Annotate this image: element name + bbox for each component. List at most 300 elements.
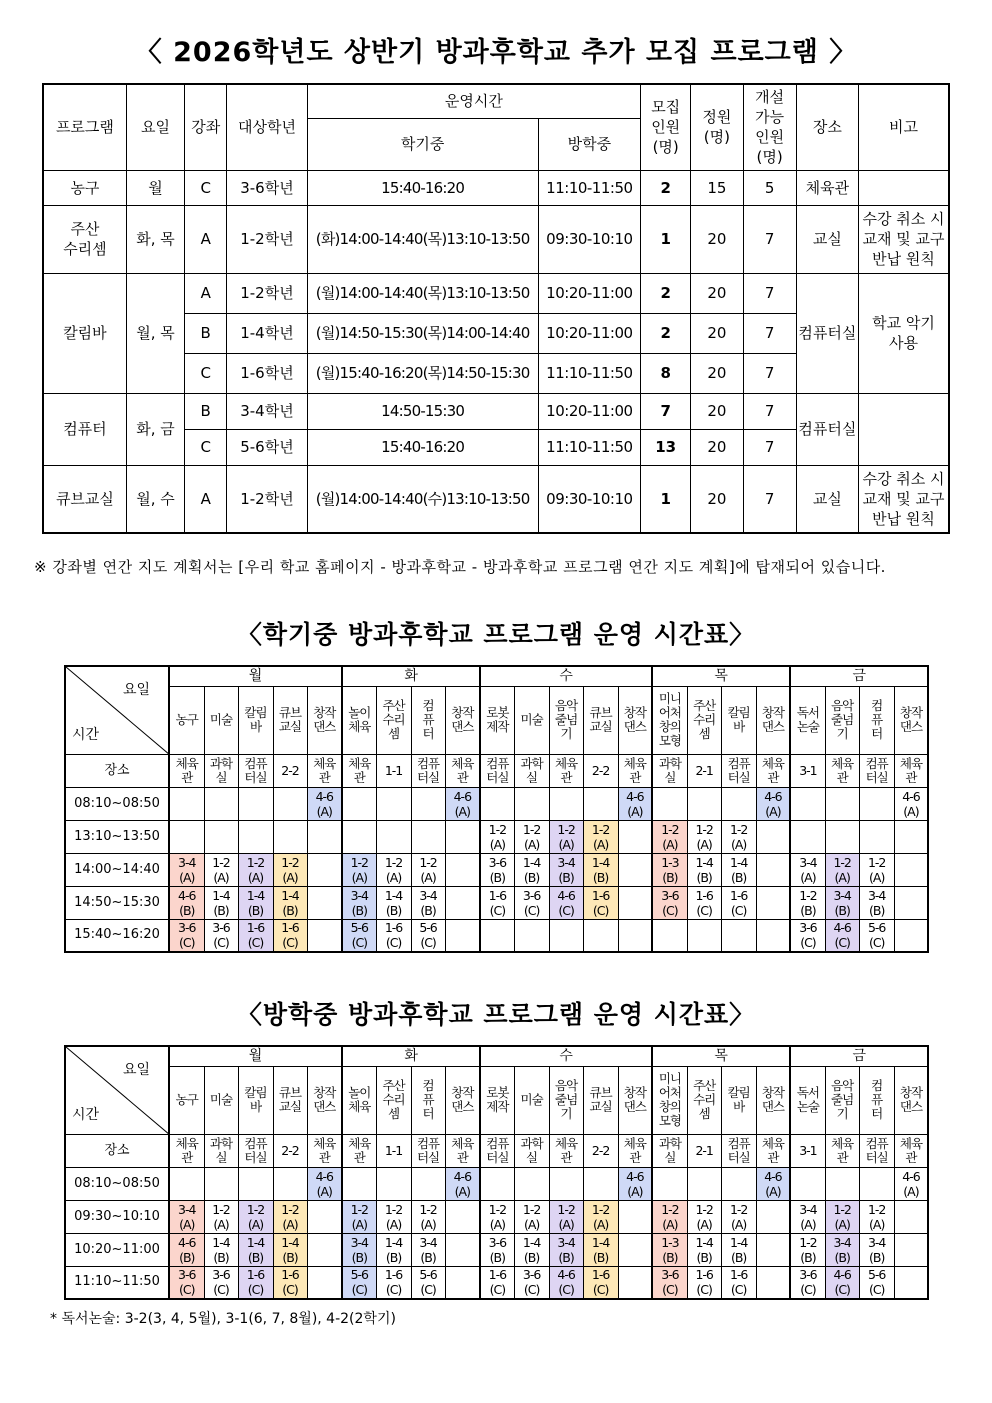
schedule-cell: 3-4 (B) bbox=[859, 886, 894, 919]
schedule-cell bbox=[825, 820, 859, 853]
place-cell: 체육 관 bbox=[825, 754, 859, 787]
schedule-cell: 1-4 (B) bbox=[514, 853, 549, 886]
schedule-cell bbox=[514, 787, 549, 820]
schedule-cell: 4-6 (C) bbox=[549, 886, 583, 919]
program-header: 로봇 제작 bbox=[480, 1066, 514, 1134]
schedule-cell: 3-4 (B) bbox=[411, 1233, 445, 1266]
place-cell: 체육 관 bbox=[169, 754, 204, 787]
target-grade: 1-4학년 bbox=[227, 313, 307, 353]
program-header: 창작 댄스 bbox=[445, 1066, 480, 1134]
program-header: 창작 댄스 bbox=[307, 1066, 342, 1134]
schedule-cell bbox=[376, 787, 411, 820]
place-row bbox=[65, 1134, 928, 1167]
program-day: 월 bbox=[126, 170, 184, 205]
vacation-timetable bbox=[64, 1045, 929, 1300]
place-cell: 컴퓨 터실 bbox=[859, 1134, 894, 1167]
target-grade: 1-2학년 bbox=[227, 273, 307, 313]
program-header: 음악 줄넘 기 bbox=[825, 686, 859, 754]
schedule-cell bbox=[307, 919, 342, 952]
min-count: 7 bbox=[743, 313, 796, 353]
schedule-cell: 3-6 (C) bbox=[514, 886, 549, 919]
schedule-cell: 4-6 (A) bbox=[307, 1167, 342, 1200]
schedule-cell: 1-2 (B) bbox=[790, 886, 825, 919]
schedule-cell bbox=[894, 886, 928, 919]
schedule-cell: 3-4 (B) bbox=[825, 886, 859, 919]
schedule-cell: 3-4 (A) bbox=[169, 1200, 204, 1233]
program-header: 로봇 제작 bbox=[480, 686, 514, 754]
schedule-cell: 3-6 (B) bbox=[480, 1233, 514, 1266]
program-place: 체육관 bbox=[796, 170, 858, 205]
program-header: 큐브 교실 bbox=[273, 1066, 307, 1134]
target-grade: 1-2학년 bbox=[227, 465, 307, 533]
program-note bbox=[859, 393, 949, 465]
place-cell: 1-1 bbox=[376, 1134, 411, 1167]
schedule-cell: 1-2 (A) bbox=[721, 1200, 756, 1233]
schedule-cell: 3-6 (C) bbox=[204, 1266, 238, 1299]
schedule-cell: 5-6 (C) bbox=[342, 1266, 376, 1299]
schedule-cell bbox=[894, 853, 928, 886]
schedule-cell: 1-6 (C) bbox=[583, 886, 618, 919]
schedule-cell: 4-6 (C) bbox=[825, 919, 859, 952]
semester-time: 14:50-15:30 bbox=[307, 393, 538, 429]
schedule-cell bbox=[652, 787, 687, 820]
schedule-cell: 1-4 (B) bbox=[376, 1233, 411, 1266]
schedule-cell bbox=[204, 787, 238, 820]
place-row bbox=[65, 754, 928, 787]
schedule-cell bbox=[169, 820, 204, 853]
schedule-cell: 1-2 (A) bbox=[721, 820, 756, 853]
schedule-cell: 1-2 (A) bbox=[238, 853, 273, 886]
place-cell: 과학 실 bbox=[514, 754, 549, 787]
class-code: C bbox=[185, 429, 227, 465]
place-cell: 체육 관 bbox=[549, 1134, 583, 1167]
schedule-cell: 3-4 (B) bbox=[411, 886, 445, 919]
semester-time: (월)14:50-15:30(목)14:00-14:40 bbox=[307, 313, 538, 353]
program-header: 독서 논술 bbox=[790, 1066, 825, 1134]
schedule-cell: 1-2 (A) bbox=[859, 1200, 894, 1233]
min-count: 7 bbox=[743, 429, 796, 465]
vacation-time: 10:20-11:00 bbox=[538, 393, 640, 429]
schedule-cell: 3-4 (A) bbox=[790, 853, 825, 886]
min-count: 7 bbox=[743, 353, 796, 393]
time-row bbox=[65, 886, 928, 919]
time-slot: 15:40~16:20 bbox=[65, 919, 169, 952]
target-grade: 1-2학년 bbox=[227, 205, 307, 273]
corner-day-label: 요일 bbox=[122, 1062, 150, 1078]
min-count: 7 bbox=[743, 393, 796, 429]
schedule-cell bbox=[618, 919, 652, 952]
time-row bbox=[65, 919, 928, 952]
schedule-cell bbox=[480, 1167, 514, 1200]
schedule-cell bbox=[859, 1167, 894, 1200]
class-code: A bbox=[185, 205, 227, 273]
schedule-cell: 1-2 (A) bbox=[238, 1200, 273, 1233]
program-header: 놀이 체육 bbox=[342, 686, 376, 754]
program-header: 창작 댄스 bbox=[894, 1066, 928, 1134]
footnote: * 독서논술: 3-2(3, 4, 5월), 3-1(6, 7, 8월), 4-2(2학기) bbox=[50, 1311, 396, 1327]
time-slot: 14:00~14:40 bbox=[65, 853, 169, 886]
time-slot: 10:20~11:00 bbox=[65, 1233, 169, 1266]
schedule-cell bbox=[342, 787, 376, 820]
header-day: 요일 bbox=[126, 84, 184, 170]
schedule-cell: 1-6 (C) bbox=[376, 919, 411, 952]
target-grade: 1-6학년 bbox=[227, 353, 307, 393]
place-cell: 체육 관 bbox=[756, 754, 790, 787]
schedule-cell: 1-4 (B) bbox=[204, 886, 238, 919]
place-cell: 체육 관 bbox=[825, 1134, 859, 1167]
program-header: 음악 줄넘 기 bbox=[549, 1066, 583, 1134]
program-day: 화, 금 bbox=[126, 393, 184, 465]
schedule-cell: 1-2 (A) bbox=[514, 820, 549, 853]
header-op-time: 운영시간 bbox=[307, 84, 640, 118]
class-code: B bbox=[185, 313, 227, 353]
place-cell: 체육 관 bbox=[445, 754, 480, 787]
place-cell: 컴퓨 터실 bbox=[238, 1134, 273, 1167]
schedule-cell bbox=[687, 787, 721, 820]
place-cell: 체육 관 bbox=[307, 1134, 342, 1167]
place-label: 장소 bbox=[65, 754, 169, 787]
program-header: 음악 줄넘 기 bbox=[549, 686, 583, 754]
day-header: 수 bbox=[480, 1046, 652, 1066]
corner-cell bbox=[65, 1046, 169, 1134]
schedule-cell bbox=[756, 886, 790, 919]
program-header: 미니 어처 창의 모형 bbox=[652, 1066, 687, 1134]
schedule-cell: 1-4 (B) bbox=[583, 1233, 618, 1266]
program-header: 창작 댄스 bbox=[894, 686, 928, 754]
schedule-cell bbox=[307, 1266, 342, 1299]
semester-timetable bbox=[64, 665, 929, 953]
min-count: 7 bbox=[743, 205, 796, 273]
schedule-cell: 1-6 (C) bbox=[687, 886, 721, 919]
time-slot: 14:50~15:30 bbox=[65, 886, 169, 919]
main-title: 〈 2026학년도 상반기 방과후학교 추가 모집 프로그램 〉 bbox=[134, 37, 858, 68]
schedule-cell: 1-2 (A) bbox=[687, 1200, 721, 1233]
schedule-cell bbox=[894, 1266, 928, 1299]
semester-time: (월)14:00-14:40(수)13:10-13:50 bbox=[307, 465, 538, 533]
schedule-cell: 3-6 (C) bbox=[169, 919, 204, 952]
schedule-cell: 4-6 (A) bbox=[445, 1167, 480, 1200]
schedule-cell bbox=[549, 1167, 583, 1200]
schedule-cell bbox=[307, 1233, 342, 1266]
header-recruit: 모집 인원 (명) bbox=[641, 84, 691, 170]
schedule-cell: 5-6 (C) bbox=[411, 919, 445, 952]
schedule-cell bbox=[411, 820, 445, 853]
program-header: 컴 퓨 터 bbox=[411, 686, 445, 754]
schedule-cell: 1-2 (A) bbox=[342, 1200, 376, 1233]
capacity-count: 20 bbox=[691, 393, 743, 429]
target-grade: 5-6학년 bbox=[227, 429, 307, 465]
place-cell: 컴퓨 터실 bbox=[411, 754, 445, 787]
place-cell: 1-1 bbox=[376, 754, 411, 787]
header-grade: 대상학년 bbox=[227, 84, 307, 170]
schedule-cell: 1-6 (C) bbox=[687, 1266, 721, 1299]
schedule-cell: 1-2 (B) bbox=[790, 1233, 825, 1266]
program-header: 미술 bbox=[514, 1066, 549, 1134]
header-note: 비고 bbox=[859, 84, 949, 170]
min-count: 5 bbox=[743, 170, 796, 205]
time-slot: 09:30~10:10 bbox=[65, 1200, 169, 1233]
program-place: 컴퓨터실 bbox=[796, 393, 858, 465]
semester-time: (월)14:00-14:40(목)13:10-13:50 bbox=[307, 273, 538, 313]
min-count: 7 bbox=[743, 273, 796, 313]
schedule-cell: 3-6 (C) bbox=[652, 886, 687, 919]
header-class: 강좌 bbox=[185, 84, 227, 170]
schedule-cell bbox=[273, 787, 307, 820]
program-header: 주산 수리 셈 bbox=[687, 1066, 721, 1134]
schedule-cell bbox=[583, 1167, 618, 1200]
schedule-cell bbox=[894, 919, 928, 952]
header-vacation: 방학중 bbox=[538, 118, 640, 170]
schedule-cell: 1-2 (A) bbox=[480, 820, 514, 853]
semester-time: 15:40-16:20 bbox=[307, 429, 538, 465]
schedule-cell bbox=[411, 1167, 445, 1200]
vacation-time: 11:10-11:50 bbox=[538, 170, 640, 205]
schedule-cell: 1-4 (B) bbox=[204, 1233, 238, 1266]
schedule-cell: 1-2 (A) bbox=[342, 853, 376, 886]
semester-time: (월)15:40-16:20(목)14:50-15:30 bbox=[307, 353, 538, 393]
schedule-cell: 1-6 (C) bbox=[273, 1266, 307, 1299]
schedule-cell bbox=[204, 820, 238, 853]
schedule-cell bbox=[790, 787, 825, 820]
schedule-cell bbox=[376, 1167, 411, 1200]
schedule-cell: 1-2 (A) bbox=[583, 820, 618, 853]
program-note: 수강 취소 시 교재 및 교구 반납 원칙 bbox=[859, 465, 949, 533]
place-cell: 컴퓨 터실 bbox=[721, 1134, 756, 1167]
schedule-cell: 1-2 (A) bbox=[825, 1200, 859, 1233]
time-row bbox=[65, 1233, 928, 1266]
schedule-cell: 1-4 (B) bbox=[687, 853, 721, 886]
program-header: 주산 수리 셈 bbox=[687, 686, 721, 754]
schedule-cell bbox=[756, 1233, 790, 1266]
schedule-cell: 1-2 (A) bbox=[859, 853, 894, 886]
schedule-cell bbox=[238, 787, 273, 820]
place-cell: 체육 관 bbox=[342, 754, 376, 787]
schedule-cell: 1-4 (B) bbox=[721, 1233, 756, 1266]
schedule-cell: 4-6 (A) bbox=[756, 1167, 790, 1200]
schedule-cell: 1-2 (A) bbox=[376, 1200, 411, 1233]
schedule-cell bbox=[514, 919, 549, 952]
place-cell: 과학 실 bbox=[514, 1134, 549, 1167]
schedule-cell bbox=[618, 1200, 652, 1233]
place-cell: 컴퓨 터실 bbox=[411, 1134, 445, 1167]
schedule-cell: 1-2 (A) bbox=[204, 1200, 238, 1233]
day-header: 화 bbox=[342, 1046, 480, 1066]
schedule-cell: 1-2 (A) bbox=[273, 1200, 307, 1233]
program-note: 학교 악기 사용 bbox=[859, 273, 949, 393]
schedule-cell bbox=[859, 820, 894, 853]
schedule-cell: 1-2 (A) bbox=[514, 1200, 549, 1233]
schedule-cell bbox=[307, 853, 342, 886]
class-code: A bbox=[185, 465, 227, 533]
place-cell: 2-2 bbox=[273, 1134, 307, 1167]
schedule-cell: 4-6 (A) bbox=[756, 787, 790, 820]
place-cell: 2-2 bbox=[273, 754, 307, 787]
schedule-cell: 1-4 (B) bbox=[238, 1233, 273, 1266]
schedule-cell: 1-2 (A) bbox=[549, 1200, 583, 1233]
place-cell: 체육 관 bbox=[618, 754, 652, 787]
schedule-cell: 1-4 (B) bbox=[687, 1233, 721, 1266]
day-row bbox=[65, 666, 928, 686]
time-row bbox=[65, 853, 928, 886]
schedule-cell bbox=[445, 820, 480, 853]
place-cell: 체육 관 bbox=[756, 1134, 790, 1167]
program-header: 칼림 바 bbox=[238, 1066, 273, 1134]
schedule-cell: 1-6 (C) bbox=[273, 919, 307, 952]
program-header: 독서 논술 bbox=[790, 686, 825, 754]
schedule-cell: 3-6 (C) bbox=[790, 1266, 825, 1299]
corner-cell bbox=[65, 666, 169, 754]
program-note bbox=[859, 170, 949, 205]
capacity-count: 20 bbox=[691, 273, 743, 313]
schedule-cell: 1-6 (C) bbox=[583, 1266, 618, 1299]
schedule-cell: 4-6 (A) bbox=[618, 1167, 652, 1200]
schedule-cell bbox=[652, 919, 687, 952]
program-day: 월, 목 bbox=[126, 273, 184, 393]
vacation-time: 09:30-10:10 bbox=[538, 205, 640, 273]
program-header: 창작 댄스 bbox=[618, 686, 652, 754]
schedule-cell: 4-6 (A) bbox=[307, 787, 342, 820]
place-cell: 체육 관 bbox=[894, 1134, 928, 1167]
program-day: 화, 목 bbox=[126, 205, 184, 273]
program-note: 수강 취소 시 교재 및 교구 반납 원칙 bbox=[859, 205, 949, 273]
schedule-cell bbox=[204, 1167, 238, 1200]
place-cell: 컴퓨 터실 bbox=[480, 1134, 514, 1167]
schedule-cell bbox=[445, 919, 480, 952]
schedule-cell: 4-6 (A) bbox=[894, 1167, 928, 1200]
schedule-cell: 1-4 (B) bbox=[721, 853, 756, 886]
schedule-cell bbox=[583, 919, 618, 952]
place-cell: 체육 관 bbox=[618, 1134, 652, 1167]
semester-timetable-title: 〈학기중 방과후학교 프로그램 운영 시간표〉 bbox=[236, 620, 756, 649]
program-header: 창작 댄스 bbox=[445, 686, 480, 754]
schedule-cell bbox=[859, 787, 894, 820]
class-code: C bbox=[185, 353, 227, 393]
program-header: 칼림 바 bbox=[721, 1066, 756, 1134]
day-header: 화 bbox=[342, 666, 480, 686]
schedule-cell: 4-6 (C) bbox=[825, 1266, 859, 1299]
program-header: 컴 퓨 터 bbox=[859, 686, 894, 754]
schedule-cell: 1-6 (C) bbox=[238, 919, 273, 952]
class-code: C bbox=[185, 170, 227, 205]
schedule-cell: 3-4 (A) bbox=[169, 853, 204, 886]
schedule-cell bbox=[618, 1233, 652, 1266]
guide-note: ※ 강좌별 연간 지도 계획서는 [우리 학교 홈페이지 - 방과후학교 - 방과후학교 프로그램 연간 지도 계획]에 탑재되어 있습니다. bbox=[34, 558, 886, 576]
schedule-cell: 1-2 (A) bbox=[204, 853, 238, 886]
place-cell: 컴퓨 터실 bbox=[480, 754, 514, 787]
program-name: 주산 수리셈 bbox=[43, 205, 126, 273]
recruit-count: 7 bbox=[641, 393, 691, 429]
program-header: 주산 수리 셈 bbox=[376, 1066, 411, 1134]
class-code: A bbox=[185, 273, 227, 313]
day-header: 목 bbox=[652, 1046, 790, 1066]
capacity-count: 20 bbox=[691, 465, 743, 533]
schedule-cell: 1-2 (A) bbox=[273, 853, 307, 886]
schedule-cell: 1-2 (A) bbox=[480, 1200, 514, 1233]
schedule-cell: 3-4 (B) bbox=[859, 1233, 894, 1266]
schedule-cell bbox=[411, 787, 445, 820]
schedule-cell bbox=[445, 1233, 480, 1266]
schedule-cell bbox=[342, 820, 376, 853]
time-slot: 13:10~13:50 bbox=[65, 820, 169, 853]
schedule-cell: 1-6 (C) bbox=[480, 886, 514, 919]
schedule-cell bbox=[169, 1167, 204, 1200]
schedule-cell: 1-6 (C) bbox=[238, 1266, 273, 1299]
capacity-count: 20 bbox=[691, 205, 743, 273]
place-cell: 컴퓨 터실 bbox=[721, 754, 756, 787]
schedule-cell: 1-6 (C) bbox=[376, 1266, 411, 1299]
schedule-cell bbox=[756, 1266, 790, 1299]
corner-day-label: 요일 bbox=[122, 682, 150, 698]
target-grade: 3-6학년 bbox=[227, 170, 307, 205]
header-capacity: 정원 (명) bbox=[691, 84, 743, 170]
schedule-cell: 1-2 (A) bbox=[376, 853, 411, 886]
recruit-count: 2 bbox=[641, 273, 691, 313]
schedule-cell bbox=[894, 820, 928, 853]
schedule-cell bbox=[618, 853, 652, 886]
schedule-cell bbox=[618, 886, 652, 919]
schedule-cell bbox=[273, 820, 307, 853]
schedule-cell: 1-2 (A) bbox=[411, 853, 445, 886]
recruit-table bbox=[42, 83, 950, 534]
schedule-cell bbox=[652, 1167, 687, 1200]
schedule-cell bbox=[238, 820, 273, 853]
place-cell: 2-2 bbox=[583, 754, 618, 787]
schedule-cell: 3-4 (B) bbox=[825, 1233, 859, 1266]
schedule-cell bbox=[238, 1167, 273, 1200]
time-row bbox=[65, 1200, 928, 1233]
schedule-cell: 4-6 (A) bbox=[894, 787, 928, 820]
header-program: 프로그램 bbox=[43, 84, 126, 170]
vacation-time: 10:20-11:00 bbox=[538, 273, 640, 313]
program-header: 미니 어처 창의 모형 bbox=[652, 686, 687, 754]
schedule-cell: 1-4 (B) bbox=[514, 1233, 549, 1266]
place-cell: 체육 관 bbox=[307, 754, 342, 787]
day-header: 금 bbox=[790, 1046, 928, 1066]
program-row bbox=[43, 170, 949, 205]
place-cell: 3-1 bbox=[790, 754, 825, 787]
schedule-cell: 3-4 (B) bbox=[342, 886, 376, 919]
place-cell: 컴퓨 터실 bbox=[238, 754, 273, 787]
schedule-cell bbox=[273, 1167, 307, 1200]
program-name: 컴퓨터 bbox=[43, 393, 126, 465]
schedule-cell: 1-6 (C) bbox=[721, 1266, 756, 1299]
program-header: 미술 bbox=[204, 1066, 238, 1134]
program-header: 큐브 교실 bbox=[583, 1066, 618, 1134]
time-row bbox=[65, 820, 928, 853]
time-slot: 11:10~11:50 bbox=[65, 1266, 169, 1299]
schedule-cell: 3-6 (C) bbox=[514, 1266, 549, 1299]
target-grade: 3-4학년 bbox=[227, 393, 307, 429]
schedule-cell: 1-4 (B) bbox=[238, 886, 273, 919]
place-cell: 체육 관 bbox=[445, 1134, 480, 1167]
program-header: 미술 bbox=[204, 686, 238, 754]
schedule-cell bbox=[307, 820, 342, 853]
schedule-cell bbox=[514, 1167, 549, 1200]
place-cell: 컴퓨 터실 bbox=[859, 754, 894, 787]
time-slot: 08:10~08:50 bbox=[65, 1167, 169, 1200]
program-header: 미술 bbox=[514, 686, 549, 754]
schedule-cell: 3-6 (C) bbox=[169, 1266, 204, 1299]
schedule-cell bbox=[480, 787, 514, 820]
day-header: 금 bbox=[790, 666, 928, 686]
schedule-cell bbox=[169, 787, 204, 820]
schedule-cell bbox=[687, 1167, 721, 1200]
schedule-cell: 1-4 (B) bbox=[273, 1233, 307, 1266]
place-cell: 2-2 bbox=[583, 1134, 618, 1167]
schedule-cell: 1-3 (B) bbox=[652, 1233, 687, 1266]
program-place: 컴퓨터실 bbox=[796, 273, 858, 393]
schedule-cell bbox=[549, 919, 583, 952]
